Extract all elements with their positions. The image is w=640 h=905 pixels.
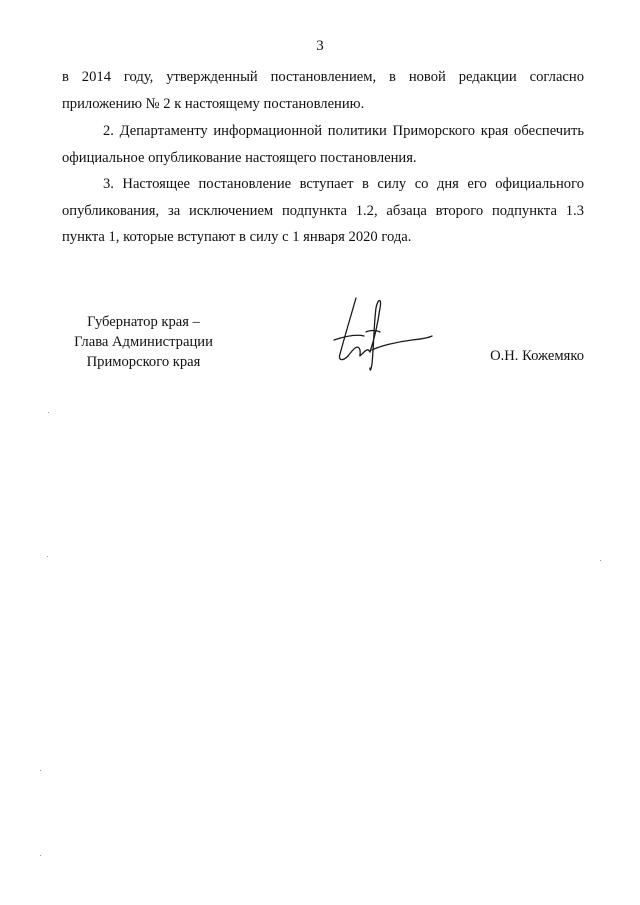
handwritten-signature xyxy=(326,292,436,374)
scan-speck xyxy=(40,770,41,771)
page-number: 3 xyxy=(316,38,324,54)
signatory-title-line-1: Губернатор края – xyxy=(87,314,200,330)
signatory-title-line-3: Приморского края xyxy=(86,354,201,370)
paragraph-3-text: 3. Настоящее постановление вступает в силу со дня его официального опубликования, за исключением подпункта 1.2, абзаца второго подпункта 1.3 пункта 1, которые вступают в силу с 1 января 2020 года. xyxy=(62,176,584,245)
paragraph-item-3 xyxy=(62,171,584,251)
paragraph-continuation xyxy=(62,64,584,117)
paragraph-1-text: в 2014 году, утвержденный постановлением, в новой редакции согласно приложению № 2 к настоящему постановлению. xyxy=(62,69,584,112)
signatory-name: О.Н. Кожемяко xyxy=(490,348,584,364)
signatory-title-line-2: Глава Администрации xyxy=(74,334,213,350)
paragraph-2-text: 2. Департаменту информационной политики Приморского края обеспечить официальное опубликование настоящего постановления. xyxy=(62,123,584,166)
scan-speck xyxy=(40,855,41,856)
scan-speck xyxy=(47,556,48,557)
paragraph-item-2 xyxy=(62,118,584,171)
signatory-title xyxy=(56,312,231,372)
scan-speck xyxy=(600,560,601,561)
scan-speck xyxy=(48,412,49,413)
